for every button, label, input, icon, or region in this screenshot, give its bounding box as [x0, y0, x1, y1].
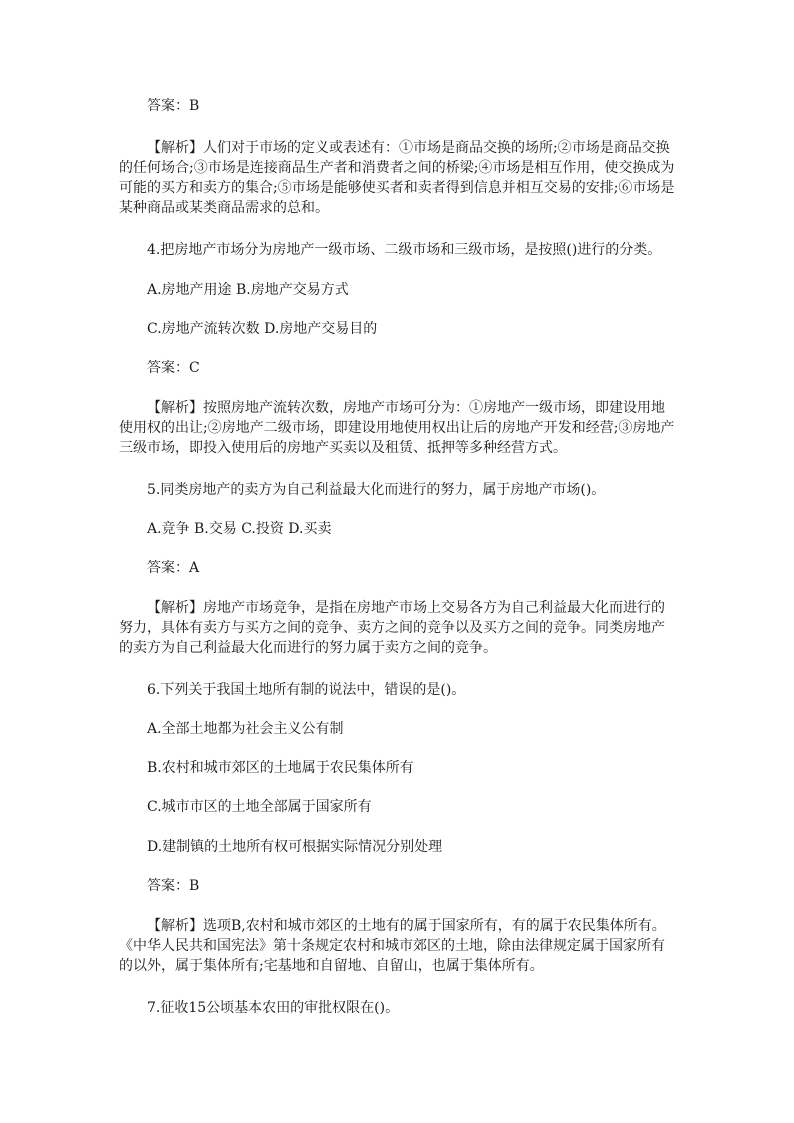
answer-text: 答案：C: [147, 360, 200, 376]
question-text: 6.下列关于我国土地所有制的说法中，错误的是()。: [147, 682, 466, 698]
option-line: A.竞争 B.交易 C.投资 D.买卖: [147, 521, 332, 537]
option-line: C.房地产流转次数 D.房地产交易目的: [147, 321, 378, 337]
answer-text: 答案：A: [147, 560, 200, 576]
question-text: 5.同类房地产的卖方为自己利益最大化而进行的努力，属于房地产市场()。: [147, 482, 606, 498]
answer-text: 答案：B: [147, 878, 200, 894]
question-text: 7.征收15公顷基本农田的审批权限在()。: [147, 1000, 400, 1016]
explanation-paragraph: 【解析】人们对于市场的定义或表述有：①市场是商品交换的场所;②市场是商品交换的任何场合;③市场是连接商品生产者和消费者之间的桥梁;④市场是相互作用，使交换成为可能的买方和卖方的集合;⑤市场是能够使买者和卖者得到信息并相互交易的安排;⑥市场是某种商品或某类商品需求的总和。: [119, 140, 675, 216]
explanation-paragraph: 【解析】选项B,农村和城市郊区的土地有的属于国家所有，有的属于农民集体所有。《中华人民共和国宪法》第十条规定农村和城市郊区的土地，除由法律规定属于国家所有的以外，属于集体所有;宅基地和自留地、自留山，也属于集体所有。: [119, 918, 666, 974]
option-line: B.农村和城市郊区的土地属于农民集体所有: [147, 760, 414, 776]
explanation-paragraph: 【解析】按照房地产流转次数，房地产市场可分为：①房地产一级市场，即建设用地使用权的出让;②房地产二级市场，即建设用地使用权出让后的房地产开发和经营;③房地产三级市场，即投入使用后的房地产买卖以及租赁、抵押等多种经营方式。: [119, 400, 675, 456]
explanation-paragraph: 【解析】房地产市场竞争，是指在房地产市场上交易各方为自己利益最大化而进行的努力，具体有卖方与买方之间的竞争、卖方之间的竞争以及买方之间的竞争。同类房地产的卖方为自己利益最大化而进行的努力属于卖方之间的竞争。: [119, 600, 665, 656]
option-line: D.建制镇的土地所有权可根据实际情况分别处理: [147, 839, 443, 855]
option-line: C.城市市区的土地全部属于国家所有: [147, 799, 372, 815]
question-text: 4.把房地产市场分为房地产一级市场、二级市场和三级市场，是按照()进行的分类。: [147, 242, 662, 258]
option-line: A.全部土地都为社会主义公有制: [147, 721, 344, 737]
answer-text: 答案：B: [147, 98, 200, 114]
option-line: A.房地产用途 B.房地产交易方式: [147, 282, 349, 298]
